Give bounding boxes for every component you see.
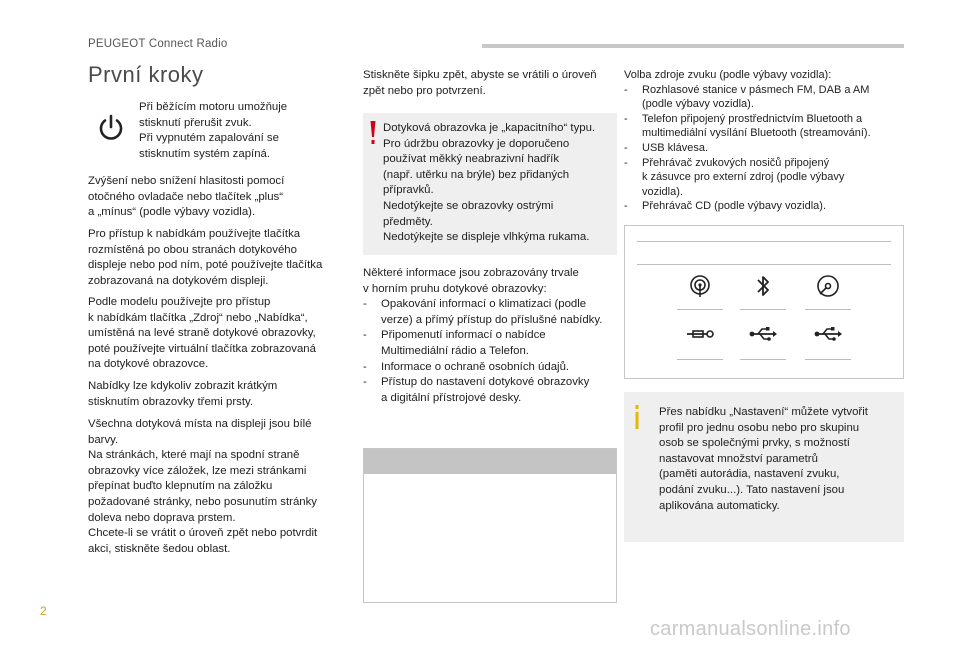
info-icon xyxy=(634,405,640,429)
text-line: Nabídky lze kdykoliv zobrazit krátkým xyxy=(88,380,278,392)
text-line: akci, stiskněte šedou oblast. xyxy=(88,542,231,555)
text-line: přípravků. xyxy=(383,184,434,197)
text-line: Podle modelu používejte pro přístup xyxy=(88,296,271,308)
page-title: První kroky xyxy=(88,62,204,87)
back-arrow-paragraph xyxy=(363,68,617,99)
screen-illustration-sources xyxy=(624,225,904,379)
text-line: Na stránkách, které mají na spodní straně xyxy=(88,449,300,462)
text-line: požadované stránky, nebo posunutím stránky xyxy=(88,495,318,508)
text-line: nastavovat množství parametrů xyxy=(659,452,818,465)
top-bar-list xyxy=(363,297,617,406)
volume-paragraph xyxy=(88,174,346,221)
list-item: - Informace o ochraně osobních údajů. xyxy=(363,360,617,376)
list-item: - USB klávesa. xyxy=(624,141,904,156)
text-line: osob se společnými prvky, s možností xyxy=(659,437,850,450)
text-line: Zvýšení nebo snížení hlasitosti pomocí xyxy=(88,175,285,187)
text-line: Nedotýkejte se obrazovky ostrými xyxy=(383,199,554,212)
text-line: otočného ovladače nebo tlačítek „plus“ xyxy=(88,190,284,203)
list-item: - Přístup do nastavení dotykové obrazovky a digitální přístrojové desky. xyxy=(363,375,617,406)
warning-text xyxy=(383,121,615,246)
text-line: podání zvuku...). Tato nastavení jsou xyxy=(659,483,845,496)
text-line: Stiskněte šipku zpět, abyste se vrátili o úroveň xyxy=(363,69,597,81)
menu-access-paragraph xyxy=(88,227,346,289)
list-item: - Přehrávač zvukových nosičů připojený k zásuvce pro externí zdroj (podle výbavy vozidla). xyxy=(624,156,904,200)
list-item: - Rozhlasové stanice v pásmech FM, DAB a AM (podle výbavy vozidla). xyxy=(624,83,904,112)
audio-source-paragraph xyxy=(624,68,904,214)
text-line: umístěná na levé straně dotykové obrazovky, xyxy=(88,327,316,340)
power-line: Při vypnutém zapalování se xyxy=(139,132,279,145)
source-underline xyxy=(740,309,786,310)
text-line: (paměti autorádia, nastavení zvuku, xyxy=(659,468,840,481)
text-line: k nabídkám tlačítka „Zdroj“ nebo „Nabídka“, xyxy=(88,311,308,324)
text-line: používat měkký neabrazivní hadřík xyxy=(383,153,560,166)
text-line: poté používejte virtuální tlačítka zobrazovaná xyxy=(88,342,316,355)
power-description xyxy=(139,100,339,162)
text-line: Všechna dotyková místa na displeji jsou bílé xyxy=(88,418,312,430)
watermark: carmanualsonline.info xyxy=(650,618,851,640)
header-label: PEUGEOT Connect Radio xyxy=(88,38,228,50)
text-line: profil pro jednu osobu nebo pro skupinu xyxy=(659,421,860,434)
bluetooth-icon xyxy=(740,274,786,310)
audio-source-list xyxy=(624,83,904,214)
screen-divider xyxy=(637,264,891,265)
text-line: Pro údržbu obrazovky je doporučeno xyxy=(383,137,570,150)
warning-icon xyxy=(370,121,376,145)
power-line: stisknutím systém zapíná. xyxy=(139,147,271,160)
source-underline xyxy=(677,309,723,310)
three-finger-paragraph xyxy=(88,379,346,410)
text-line: aplikována automaticky. xyxy=(659,499,780,512)
aux-jack-icon xyxy=(677,324,723,360)
text-line: zobrazovaná na dotykovém displeji. xyxy=(88,274,269,287)
page-number: 2 xyxy=(40,604,47,618)
info-text xyxy=(659,405,899,514)
text-line: stisknutím obrazovky třemi prsty. xyxy=(88,395,253,408)
text-line: displeje nebo pod ním, poté používejte tlačítka xyxy=(88,259,323,272)
text-line: Dotyková obrazovka je „kapacitního“ typu. xyxy=(383,122,596,134)
text-line: Pro přístup k nabídkám používejte tlačítka xyxy=(88,228,301,240)
power-line: Při běžícím motoru umožňuje xyxy=(139,101,288,113)
cd-icon xyxy=(805,274,851,310)
text-line: Přes nabídku „Nastavení“ můžete vytvořit xyxy=(659,406,868,418)
text-line: (např. utěrku na brýle) bez přidaných xyxy=(383,168,570,181)
text-line: zpět nebo pro potvrzení. xyxy=(363,84,486,97)
screen-top-bar xyxy=(364,449,616,474)
text-line: v horním pruhu dotykové obrazovky: xyxy=(363,282,547,295)
source-underline xyxy=(805,309,851,310)
list-item: - Telefon připojený prostřednictvím Bluetooth a multimediální vysílání Bluetooth (streamování). xyxy=(624,112,904,141)
top-bar-info-paragraph xyxy=(363,266,617,406)
text-line: na dotykové obrazovce. xyxy=(88,358,209,371)
text-line: doleva nebo doprava prstem. xyxy=(88,511,236,524)
list-item: - Přehrávač CD (podle výbavy vozidla). xyxy=(624,199,904,214)
screen-illustration-top-bar xyxy=(363,448,617,603)
screen-divider xyxy=(637,241,891,242)
touch-areas-paragraph xyxy=(88,417,346,557)
text-line: Některé informace jsou zobrazovány trvale xyxy=(363,267,579,279)
text-line: obrazovky více záložek, lze mezi stránkami xyxy=(88,464,307,477)
header-bar xyxy=(482,44,904,48)
text-line: přepínat buďto klepnutím na záložku xyxy=(88,480,273,493)
text-line: Nedotýkejte se displeje vlhkýma rukama. xyxy=(383,231,590,244)
text-line: Volba zdroje zvuku (podle výbavy vozidla): xyxy=(624,69,832,81)
source-underline xyxy=(677,359,723,360)
radio-icon xyxy=(677,274,723,310)
source-underline xyxy=(805,359,851,360)
power-icon xyxy=(96,113,126,143)
text-line: Chcete-li se vrátit o úroveň zpět nebo potvrdit xyxy=(88,527,318,540)
power-line: stisknutí přerušit zvuk. xyxy=(139,116,252,129)
text-line: rozmístěná po obou stranách dotykového xyxy=(88,243,297,256)
model-paragraph xyxy=(88,295,346,373)
list-item: - Připomenutí informací o nabídce Multimediální rádio a Telefon. xyxy=(363,328,617,359)
usb-icon xyxy=(805,324,851,360)
source-underline xyxy=(740,359,786,360)
text-line: a „mínus“ (podle výbavy vozidla). xyxy=(88,206,256,219)
text-line: barvy. xyxy=(88,433,119,446)
list-item: - Opakování informací o klimatizaci (podle verze) a přímý přístup do příslušné nabídky. xyxy=(363,297,617,328)
text-line: předměty. xyxy=(383,215,433,228)
usb-icon xyxy=(740,324,786,360)
